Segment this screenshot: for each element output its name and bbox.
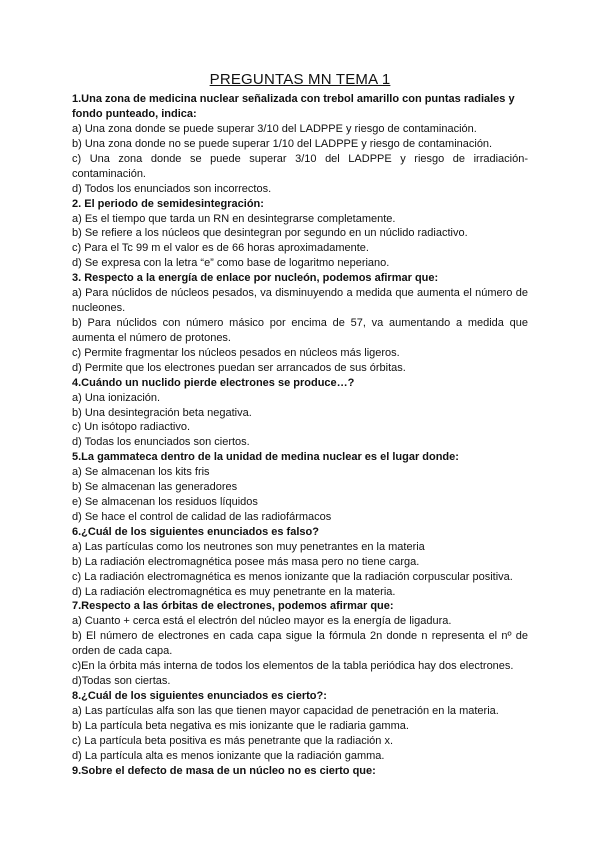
question-block	[72, 376, 528, 451]
answer-option: a) Las partículas alfa son las que tienen mayor capacidad de penetración en la materia.	[72, 705, 499, 717]
question-block	[72, 92, 528, 197]
answer-option: a) Cuanto + cerca está el electrón del núcleo mayor es la energía de ligadura.	[72, 615, 452, 628]
question-list	[72, 92, 528, 779]
question-text: 5.La gammateca dentro de la unidad de medina nuclear es el lugar donde:	[72, 451, 459, 464]
answer-option: b) La radiación electromagnética posee más masa pero no tiene carga.	[72, 555, 420, 568]
answer-option: a) Se almacenan los kits fris	[72, 466, 210, 479]
page-title: PREGUNTAS MN TEMA 1	[209, 71, 391, 88]
answer-option: b) Se refiere a los núcleos que desintegran por segundo en un núclido radiactivo.	[72, 227, 468, 240]
question-text: 2. El periodo de semidesintegración:	[72, 197, 264, 210]
answer-option: c) Para el Tc 99 m el valor es de 66 horas aproximadamente.	[72, 242, 369, 255]
answer-option: c) La radiación electromagnética es menos ionizante que la radiación corpuscular positiva.	[72, 570, 513, 583]
answer-option: c) Permite fragmentar los núcleos pesados en núcleos más ligeros.	[72, 346, 400, 359]
question-text: 9.Sobre el defecto de masa de un núcleo no es cierto que:	[72, 764, 376, 777]
answer-option: d) Se hace el control de calidad de las radiofármacos	[72, 510, 332, 523]
document-page	[72, 71, 528, 779]
question-block	[72, 599, 528, 689]
answer-option: a) Una ionización.	[72, 391, 161, 404]
answer-option: b) Se almacenan las generadores	[72, 481, 238, 494]
answer-option: d) La radiación electromagnética es muy penetrante en la materia.	[72, 585, 396, 598]
question-block	[72, 689, 528, 764]
answer-option: d) Todas los enunciados son ciertos.	[72, 436, 250, 449]
question-block	[72, 764, 528, 779]
question-text: 6.¿Cuál de los siguientes enunciados es falso?	[72, 525, 319, 538]
question-text: 3. Respecto a la energía de enlace por nucleón, podemos afirmar que:	[72, 272, 439, 285]
answer-option: b) La partícula beta negativa es mis ionizante que le radiaria gamma.	[72, 719, 409, 732]
question-text: 4.Cuándo un nuclido pierde electrones se produce…?	[72, 376, 355, 389]
question-block	[72, 450, 528, 525]
answer-option: a) Las partículas como los neutrones son muy penetrantes en la materia	[72, 540, 425, 553]
answer-option: c) La partícula beta positiva es más penetrante que la radiación x.	[72, 734, 394, 747]
answer-option: d)Todas son ciertas.	[72, 675, 171, 688]
answer-option: a) Es el tiempo que tarda un RN en desintegrarse completamente.	[72, 212, 396, 225]
answer-option: e) Se almacenan los residuos líquidos	[72, 496, 258, 509]
answer-option: d) Se expresa con la letra “e” como base de logaritmo neperiano.	[72, 257, 390, 270]
question-text: 8.¿Cuál de los siguientes enunciados es cierto?:	[72, 690, 327, 702]
question-block	[72, 197, 528, 272]
answer-option: b) Para núclidos con número másico por encima de 57, va aumentando a medida que aumenta el número de protones.	[72, 316, 528, 344]
question-block	[72, 271, 528, 375]
question-block	[72, 525, 528, 600]
question-text: 1.Una zona de medicina nuclear señalizada con trebol amarillo con puntas radiales y fondo punteado, indica:	[72, 93, 515, 120]
answer-option: d) La partícula alta es menos ionizante que la radiación gamma.	[72, 749, 385, 762]
answer-option: b) El número de electrones en cada capa sigue la fórmula 2n donde n representa el nº de orden de cada capa.	[72, 630, 528, 658]
answer-option: d) Permite que los electrones puedan ser arrancados de sus órbitas.	[72, 361, 406, 374]
answer-option: c)En la órbita más interna de todos los elementos de la tabla periódica hay dos electrones.	[72, 660, 514, 673]
answer-option: d) Todos los enunciados son incorrectos.	[72, 182, 272, 195]
answer-option: b) Una zona donde no se puede superar 1/10 del LADPPE y riesgo de contaminación.	[72, 137, 493, 150]
answer-option: b) Una desintegración beta negativa.	[72, 406, 252, 419]
answer-option: c) Una zona donde se puede superar 3/10 del LADPPE y riesgo de irradiación-contaminación.	[72, 152, 528, 180]
question-text: 7.Respecto a las órbitas de electrones, podemos afirmar que:	[72, 600, 394, 613]
answer-option: a) Para núclidos de núcleos pesados, va disminuyendo a medida que aumenta el número de nucleones.	[72, 287, 528, 315]
answer-option: c) Un isótopo radiactivo.	[72, 421, 190, 434]
answer-option: a) Una zona donde se puede superar 3/10 del LADPPE y riesgo de contaminación.	[72, 123, 477, 135]
